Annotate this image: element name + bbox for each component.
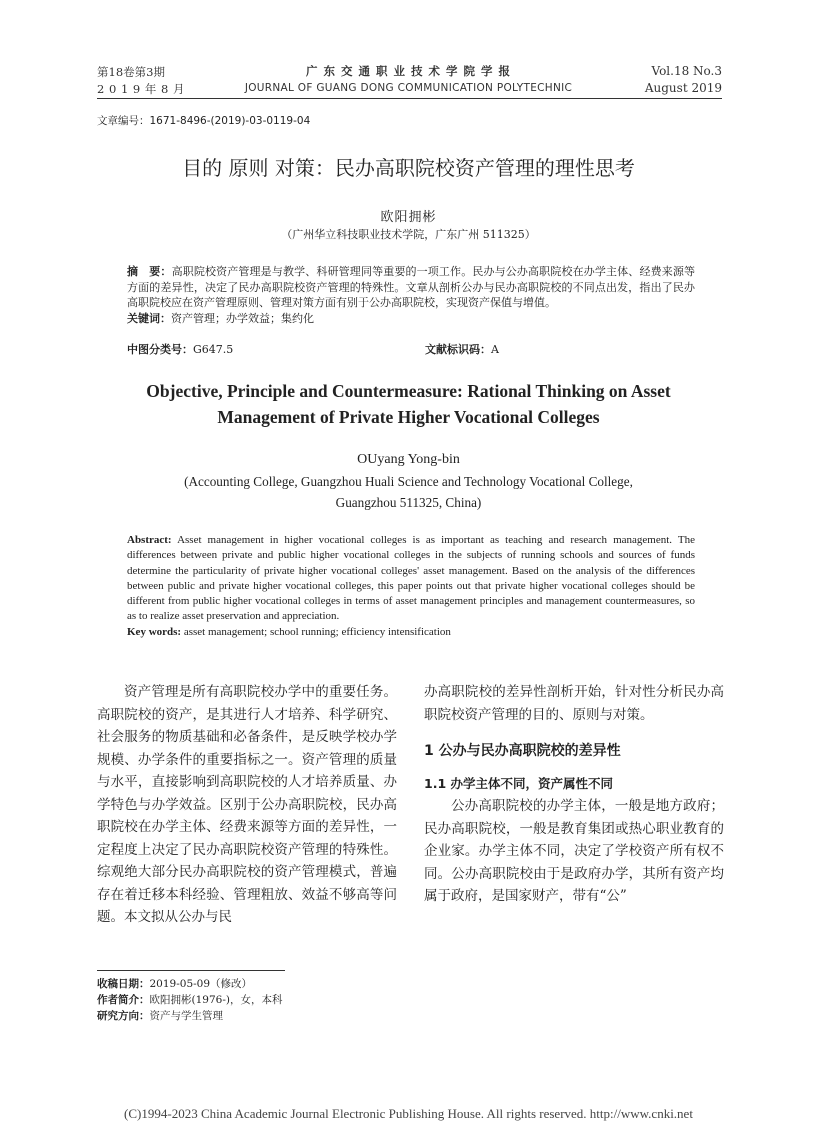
affiliation-en-line1: (Accounting College, Guangzhou Huali Science and Technology Vocational College, [184,474,633,489]
received-label: 收稿日期： [97,978,150,990]
title-en-line2: Management of Private Higher Vocational Colleges [217,407,600,427]
body-paragraph: 资产管理是所有高职院校办学中的重要任务。高职院校的资产，是其进行人才培养、科学研究、社会服务的物质基础和必备条件，是反映学校办学规模、办学条件的重要指标之一。资产管理的质量与水平，直接影响到高职院校的人才培养质量、办学特色与办学效益。区别于公办高职院校，民办高职院校在办学主体、经费来源等方面的差异性，一定程度上决定了民办高职院校资产管理的特殊性。综观绝大部分民办高职院校的资产管理模式，普遍存在着迁移本科经验、管理粗放、效益不够高等问题。本文拟从公办与民 [97,684,397,925]
abstract-cn-label: 摘 要： [127,265,172,278]
keywords-cn-text: 资产管理；办学效益；集约化 [171,311,314,325]
header-rule [97,98,722,99]
issue-date: 2 0 1 9 年 8 月 [97,82,186,96]
issue-number: 第18卷第3期 [97,65,165,79]
author-bio-label: 作者简介： [97,994,150,1006]
author-bio-value: 欧阳拥彬(1976-)，女，本科 [149,994,283,1006]
document-code [425,341,499,357]
document-code-value: A [491,343,499,356]
research-value: 资产与学生管理 [149,1010,223,1022]
keywords-en-label: Key words: [127,625,182,638]
footnotes [97,976,282,1024]
keywords-cn-label: 关键词： [127,311,171,325]
abstract-en-text: Asset management in higher vocational colleges is as important as teaching and research management. The differences between private and public higher vocational colleges in the subjects of running schools and sources of funds determine the particularity of private higher vocational colleges' asset management. Based on the analysis of the differences between public and private higher vocational colleges, this paper points out that private higher vocational colleges should be different from public higher vocational colleges in terms of asset management principles and management countermeasures, so as to realize asset preservation and appreciation. [127,534,695,623]
article-number: 文章编号：1671-8496-(2019)-03-0119-04 [97,115,311,127]
issue-date-en: August 2019 [644,81,722,95]
body-right-column [424,681,724,908]
document-code-label: 文献标识码： [425,343,491,356]
abstract-cn [127,264,695,326]
section-heading-1: 1 公办与民办高职院校的差异性 [424,743,621,759]
clc-label: 中图分类号： [127,343,193,356]
journal-title-cn: 广 东 交 通 职 业 技 术 学 院 学 报 [305,64,512,78]
footnote-received [97,976,282,992]
footnote-research [97,1008,282,1024]
body-paragraph-continued: 办高职院校的差异性剖析开始，针对性分析民办高职院校资产管理的目的、原则与对策。 [424,684,724,723]
body-paragraph: 公办高职院校的办学主体，一般是地方政府；民办高职院校，一般是教育集团或热心职业教育的企业家。办学主体不同，决定了学校资产所有权不同。公办高职院校由于是政府办学，其所有资产均属于政府，是国家财产，带有“公” [424,798,724,904]
research-label: 研究方向： [97,1010,150,1022]
author-en: OUyang Yong-bin [357,452,460,467]
title-en-line1: Objective, Principle and Countermeasure: Rational Thinking on Asset [146,381,671,401]
clc-value: G647.5 [193,343,234,356]
affiliation-en-line2: Guangzhou 511325, China) [335,495,482,510]
copyright-notice: (C)1994-2023 China Academic Journal Electronic Publishing House. All rights reserved. http://www.cnki.net [124,1106,693,1121]
abstract-en [127,533,695,640]
title-cn: 目的 原则 对策：民办高职院校资产管理的理性思考 [182,156,635,180]
abstract-en-label: Abstract: [127,534,172,546]
author-cn: 欧阳拥彬 [380,210,437,225]
journal-title-en: JOURNAL OF GUANG DONG COMMUNICATION POLYTECHNIC [244,82,573,94]
body-left-column [97,681,397,929]
footnote-author [97,992,282,1008]
footnote-rule [97,970,285,971]
affiliation-cn: （广州华立科技职业技术学院，广东广州 511325） [281,228,536,241]
keywords-en-text: asset management; school running; efficiency intensification [183,625,451,638]
volume-number: Vol.18 No.3 [651,64,722,78]
clc-number [127,341,233,357]
received-value: 2019-05-09（修改） [149,978,253,990]
abstract-cn-text: 高职院校资产管理是与教学、科研管理同等重要的一项工作。民办与公办高职院校在办学主体、经费来源等方面的差异性，决定了民办高职院校资产管理的特殊性。文章从剖析公办与民办高职院校的不同点出发，指出了民办高职院校应在资产管理原则、管理对策方面有别于公办高职院校，实现资产保值与增值。 [127,265,695,309]
subsection-heading-1-1: 1.1 办学主体不同，资产属性不同 [424,775,613,791]
